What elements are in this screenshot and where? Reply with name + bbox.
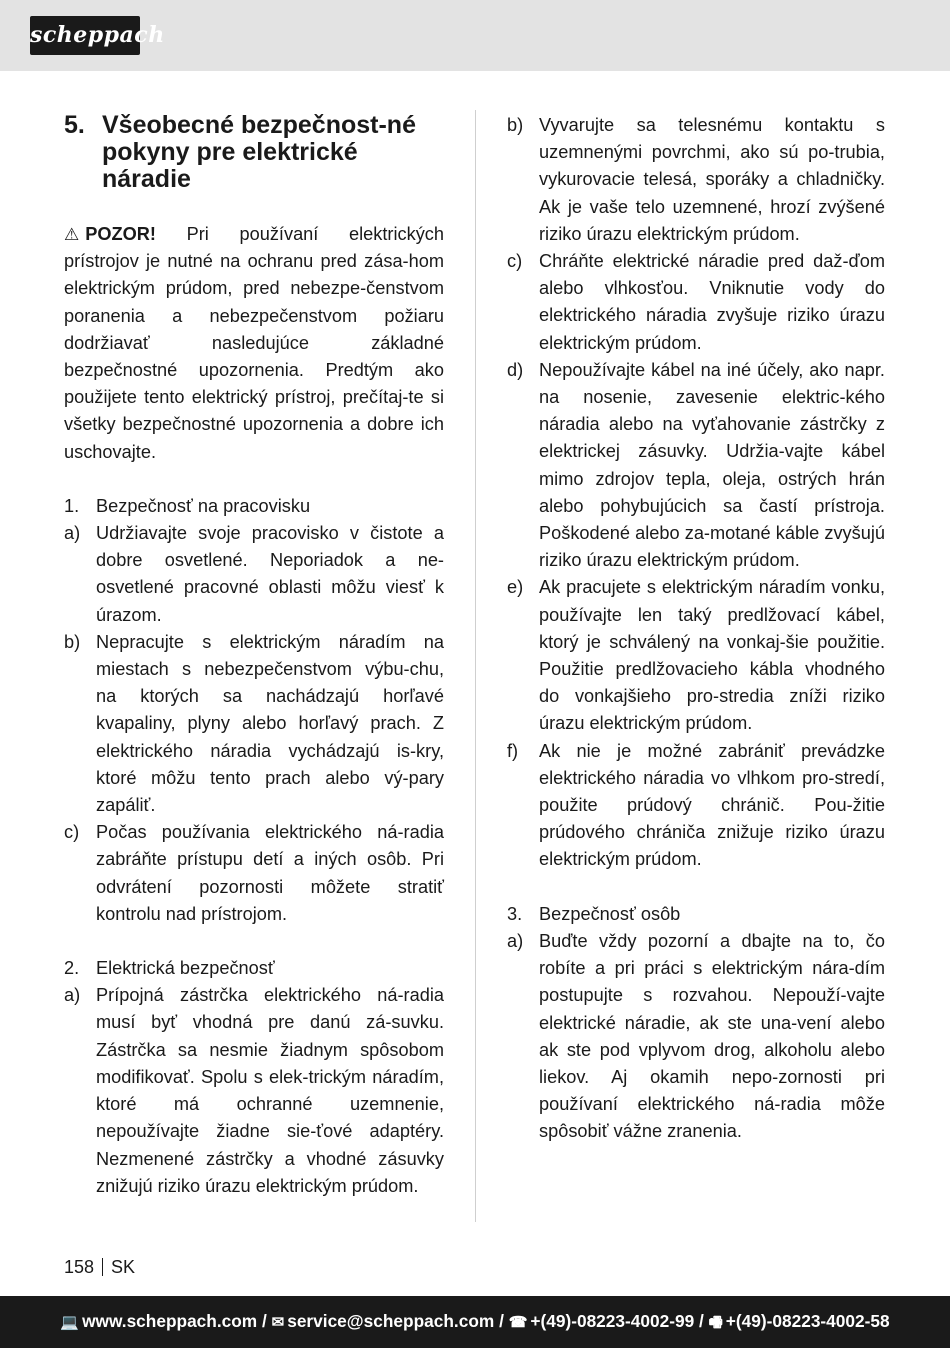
list-item <box>507 574 885 737</box>
list-item-label: e) <box>507 577 524 598</box>
website-link[interactable]: www.scheppach.com <box>82 1311 258 1331</box>
list-item <box>507 738 885 874</box>
list-item-label: a) <box>64 985 81 1006</box>
subsection-title-text: Bezpečnosť na pracovisku <box>96 495 311 516</box>
scheppach-logo: scheppach <box>30 16 140 55</box>
list-item <box>64 982 444 1200</box>
warning-paragraph <box>64 221 444 466</box>
list-item <box>507 112 885 248</box>
list-item-label: a) <box>64 523 81 544</box>
subsection-title-text: Bezpečnosť osôb <box>539 903 681 924</box>
list-item <box>507 248 885 357</box>
list-item-text: Ak nie je možné zabrániť prevádzke elektrického náradia vo vlhkom pro-stredí, použite prúdový chránič. Pou-žitie prúdového chrániča znižuje riziko úrazu elektrickým prúdom. <box>539 740 885 870</box>
list-item-label: d) <box>507 359 524 380</box>
subsection-number: 3. <box>507 903 523 924</box>
page-number: 158 <box>64 1257 95 1277</box>
warning-triangle-icon: ⚠ <box>64 225 80 244</box>
list-item <box>64 520 444 629</box>
mail-icon: ✉ <box>271 1314 285 1331</box>
subsection-title <box>507 901 885 928</box>
list-item <box>64 819 444 928</box>
page-header <box>0 0 950 71</box>
section-workplace-safety <box>64 493 444 928</box>
list-item-label: b) <box>64 631 81 652</box>
list-item-text: Buďte vždy pozorní a dbajte na to, čo robíte a pri práci s elektrickým nára-dím postupujte s rozvahou. Nepouží-vajte elektrické náradie, ak ste una-vení alebo ak ste pod vplyvom drog, alkoholu alebo liekov. Aj okamih nepo-zornosti pri používaní elektrického ná-radia môže spôsobiť vážne zranenia. <box>539 930 885 1142</box>
footer-separator: / <box>262 1311 267 1331</box>
list-item-label: a) <box>507 930 524 951</box>
list-item-label: f) <box>507 740 519 761</box>
phone-number[interactable]: +(49)-08223-4002-99 <box>530 1311 695 1331</box>
list-item-label: c) <box>64 822 80 843</box>
section-personal-safety <box>507 901 885 1146</box>
list-item-label: c) <box>507 251 523 272</box>
list-item-text: Ak pracujete s elektrickým náradím vonku, používajte len taký predlžovací kábel, ktorý je schválený na vonkaj-šie použitie. Použitie predlžovacieho kábla vhodného do vonkajšieho pro-stredia zníži riziko úrazu elektrickým prúdom. <box>539 577 885 734</box>
phone-icon: ☎ <box>508 1314 528 1331</box>
computer-icon: 💻 <box>60 1314 80 1331</box>
list-item <box>507 357 885 575</box>
subsection-title-text: Elektrická bezpečnosť <box>96 958 275 979</box>
fax-number: +(49)-08223-4002-58 <box>725 1311 890 1331</box>
page-separator <box>102 1258 103 1276</box>
list-item-text: Prípojná zástrčka elektrického ná-radia musí byť vhodná pre danú zá-suvku. Zástrčka sa nesmie žiadnym spôsobom modifikovať. Spolu s elek-trickým náradím, ktoré má ochranné uzemnenie, nepoužívajte žiadne sie-ťové adaptéry. Nezmenené zástrčky a vhodné zásuvky znižujú riziko úrazu elektrickým prúdom. <box>96 985 444 1196</box>
warning-label: POZOR! <box>85 224 156 244</box>
list-item-text: Nepracujte s elektrickým náradím na miestach s nebezpečenstvom výbu-chu, na ktorých sa nachádzajú horľavé kvapaliny, plyny alebo horľavý prach. Z elektrického náradia vychádzajú is-kry, ktoré môžu tento prach alebo vý-pary zapáliť. <box>96 631 444 816</box>
warning-text: Pri používaní elektrických prístrojov je nutné na ochranu pred zása-hom elektrickým prúdom, pred nebezpe-čenstvom poranenia a nebezpečenstvom požiaru dodržiavať nasledujúce základné bezpečnostné upozornenia. Predtým ako použijete tento elektrický prístroj, prečítaj-te si všetky bezpečnostné upozornenia a dobre ich uschovajte. <box>64 224 444 462</box>
subsection-title <box>64 493 444 520</box>
list-item <box>507 928 885 1146</box>
section-electrical-safety <box>64 955 444 1200</box>
list-item-text: Udržiavajte svoje pracovisko v čistote a dobre osvetlené. Neporiadok a ne-osvetlené pracovné oblasti môžu viesť k úrazom. <box>96 523 444 625</box>
heading-title: Všeobecné bezpečnost-né pokyny pre elektrické náradie <box>102 111 416 193</box>
fax-icon: 🖷 <box>708 1314 723 1331</box>
left-column <box>64 112 444 1200</box>
list-item <box>64 629 444 819</box>
email-link[interactable]: service@scheppach.com <box>287 1311 495 1331</box>
contact-footer <box>0 1296 950 1348</box>
footer-separator: / <box>699 1311 704 1331</box>
page-number-block <box>64 1255 135 1279</box>
page-language: SK <box>111 1257 136 1277</box>
right-column <box>507 112 885 1146</box>
list-item-text: Nepoužívajte kábel na iné účely, ako napr. na nosenie, zavesenie elektric-kého náradia alebo na vyťahovanie zástrčky z elektrickej zásuvky. Udržia-vajte kábel mimo zdrojov tepla, oleja, ostrých hrán alebo pohybujúcich sa častí prístroja. Poškodené alebo za-motané káble zvyšujú riziko úrazu elektrickým prúdom. <box>539 359 885 571</box>
section-heading <box>64 112 444 193</box>
subsection-number: 1. <box>64 495 80 516</box>
subsection-title <box>64 955 444 982</box>
column-divider <box>475 110 476 1222</box>
list-item-text: Chráňte elektrické náradie pred daž-ďom alebo vlhkosťou. Vniknutie vody do elektrického náradia zvyšuje riziko úrazu elektrickým prúdom. <box>539 251 885 353</box>
subsection-number: 2. <box>64 958 80 979</box>
list-item-label: b) <box>507 115 524 135</box>
heading-number: 5. <box>64 111 85 139</box>
list-item-text: Počas používania elektrického ná-radia zabráňte prístupu detí a iných osôb. Pri odvrátení pozornosti môžete stratiť kontrolu nad prístrojom. <box>96 822 444 924</box>
list-item-text: Vyvarujte sa telesnému kontaktu s uzemnenými povrchmi, ako sú po-trubia, vykurovacie telesá, sporáky a chladničky. Ak je vaše telo uzemnené, hrozí zvýšené riziko úrazu elektrickým prúdom. <box>539 115 885 244</box>
footer-separator: / <box>499 1311 504 1331</box>
